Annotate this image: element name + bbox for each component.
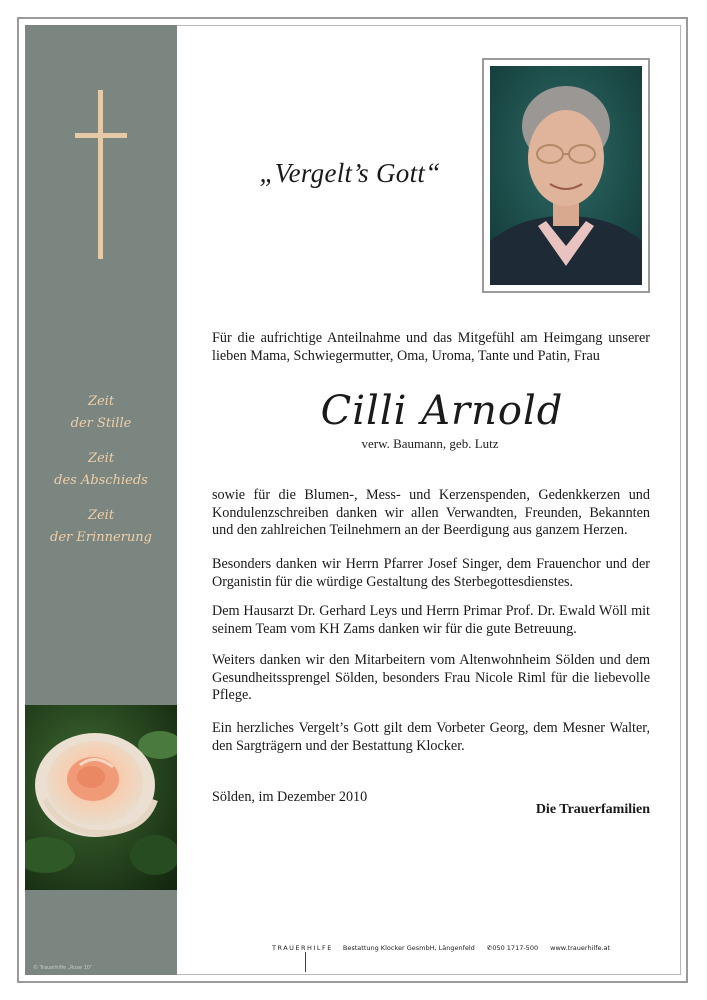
footer-brand: TRAUERHILFE (272, 944, 333, 952)
intro-text: Für die aufrichtige Anteilnahme und das Mitgefühl am Heimgang unserer lieben Mama, Schwiegermutter, Oma, Uroma, Tante und Patin, Frau (212, 330, 650, 364)
paragraph: Besonders danken wir Herrn Pfarrer Josef Singer, dem Frauenchor und der Organistin für die würdige Gestaltung des Sterbegottesdienstes. (212, 556, 650, 590)
verse-erinnerung (25, 505, 177, 549)
verse-line: der Erinnerung (50, 530, 152, 545)
page-title: „Vergelt’s Gott“ (259, 158, 441, 188)
image-credit: © Trauerhilfe „Rose 10“ (33, 965, 93, 971)
paragraph: Weiters danken wir den Mitarbeitern vom Altenwohnheim Sölden und dem Gesundheitssprengel Sölden, besonders Frau Nicole Riml für die liebevolle Pflege. (212, 652, 650, 703)
signature: Die Trauerfamilien (535, 802, 650, 817)
footer (272, 944, 652, 952)
portrait-photo (482, 58, 650, 293)
verse-stille (25, 391, 177, 435)
verse-abschied (25, 448, 177, 492)
sidebar (25, 25, 177, 975)
deceased-subtitle: verw. Baumann, geb. Lutz (361, 436, 499, 451)
rose-image (25, 705, 177, 890)
cross-icon (98, 90, 103, 259)
paragraph: Ein herzliches Vergelt’s Gott gilt dem Vorbeter Georg, dem Mesner Walter, den Sargträgern und der Bestattung Klocker. (212, 720, 650, 754)
footer-phone: ✆050 1717-500 (486, 944, 539, 952)
paragraph: Dem Hausarzt Dr. Gerhard Leys und Herrn Primar Prof. Dr. Ewald Wöll mit seinem Team vom KH Zams danken wir für die gute Betreuung. (212, 603, 650, 637)
footer-company: Bestattung Klocker GesmbH, Längenfeld (342, 944, 475, 952)
verse-line: des Abschieds (54, 473, 148, 488)
paragraph: sowie für die Blumen-, Mess- und Kerzenspenden, Gedenkkerzen und Kondulenzschreiben danken wir allen Verwandten, Freunden, Bekannten und den zahlreichen Teilnehmern an der Beerdigung aus ganzem Herzen. (212, 487, 650, 538)
portrait-image (490, 66, 642, 285)
verse-line: Zeit (87, 508, 115, 523)
place-date: Sölden, im Dezember 2010 (212, 789, 368, 805)
deceased-name: Cilli Arnold (320, 388, 564, 434)
footer-website: www.trauerhilfe.at (550, 944, 611, 952)
cross-icon-bar (75, 133, 127, 138)
verse-line: Zeit (87, 451, 115, 466)
verse-line: Zeit (87, 394, 115, 409)
verse-line: der Stille (70, 416, 132, 431)
footer-divider (305, 952, 306, 972)
